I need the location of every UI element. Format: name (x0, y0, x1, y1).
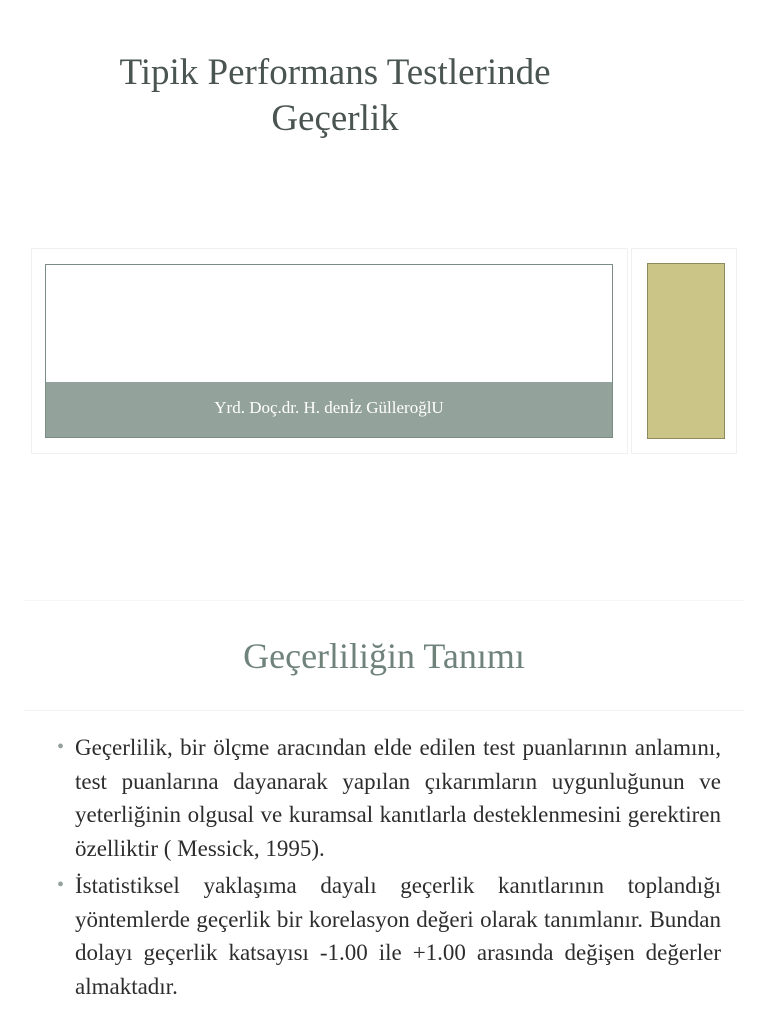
subtitle-box (45, 264, 613, 438)
bullet-list (57, 731, 721, 1007)
bullet-text: İstatistiksel yaklaşıma dayalı geçerlik kanıtlarının toplandığı yöntemlerde geçerlik bir korelasyon değeri olarak tanımlanır. Bundan dolayı geçerlik katsayısı -1.00 ile +1.00 arasında değişen değerler almaktadır. (75, 873, 721, 999)
section-title: Geçerliliğin Tanımı (243, 636, 525, 676)
slide-title (40, 50, 630, 142)
author-band (46, 382, 612, 437)
slide-title-line-1: Tipik Performans Testlerinde (119, 52, 551, 93)
bullet-dot-icon: • (57, 874, 65, 896)
slide-title-line-2: Geçerlik (271, 98, 399, 139)
list-item (57, 731, 721, 865)
bullet-dot-icon: • (57, 736, 65, 758)
author-name: Yrd. Doç.dr. H. denİz GülleroğlU (214, 397, 444, 417)
slide-divider (24, 600, 744, 601)
title-rule (24, 710, 744, 711)
accent-block (647, 263, 725, 439)
bullet-text: Geçerlilik, bir ölçme aracından elde edilen test puanlarının anlamını, test puanlarına dayanarak yapılan çıkarımların uygunluğunun ve yeterliğinin olgusal ve kuramsal kanıtlarla desteklenmesini gerektiren özelliktir ( Messick, 1995). (75, 735, 721, 861)
list-item (57, 869, 721, 1003)
